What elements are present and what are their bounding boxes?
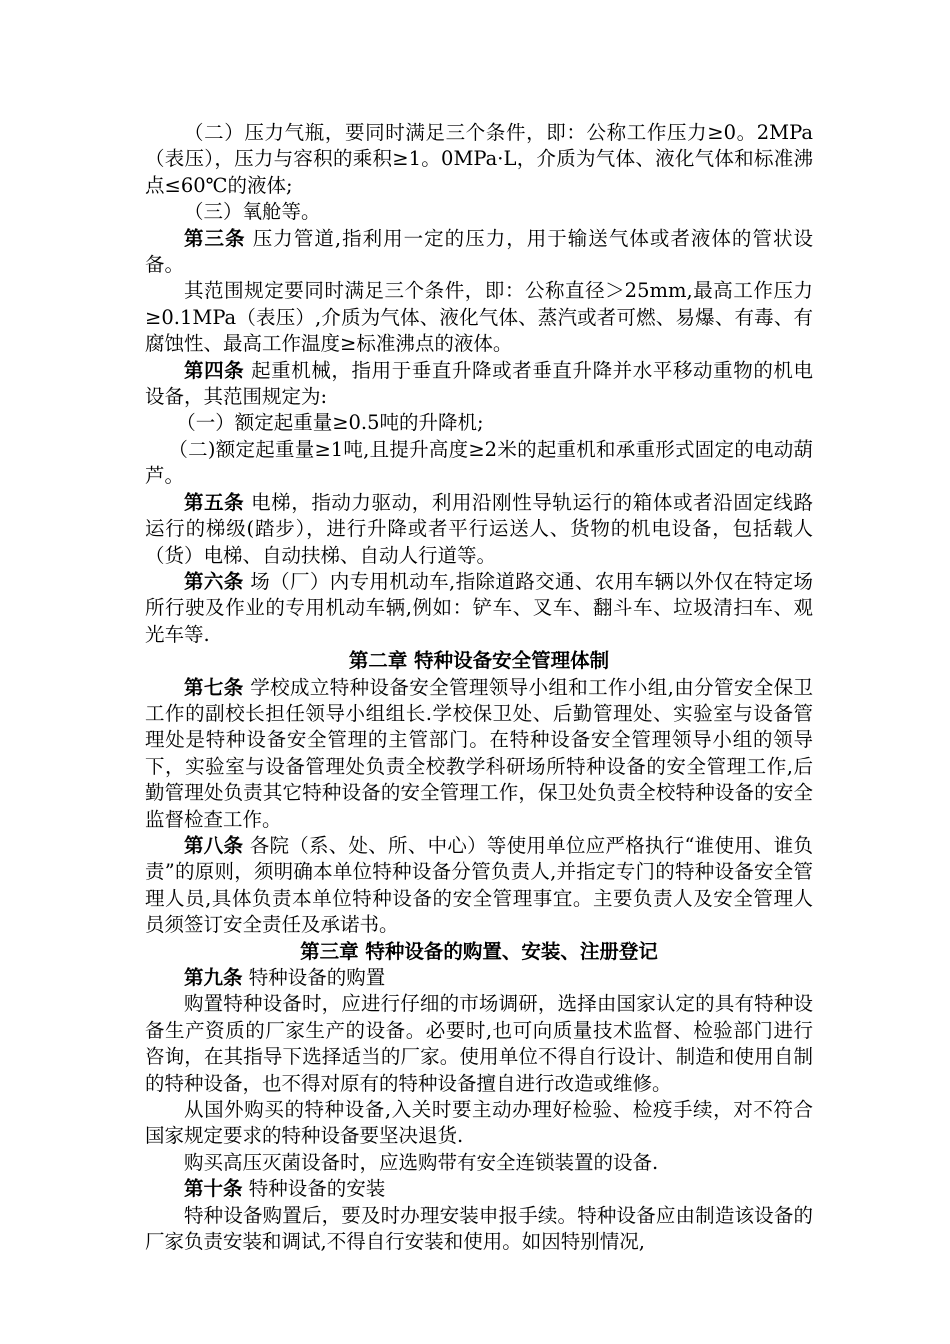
- article-9-text: 特种设备的购置: [242, 966, 386, 989]
- chapter-2-heading: 第二章 特种设备安全管理体制: [348, 649, 610, 673]
- article-10-text: 特种设备的安装: [242, 1177, 386, 1201]
- article-8: [145, 833, 813, 939]
- paragraph-lifting-1: （一）额定起重量≥0.5吨的升降机;: [176, 411, 484, 435]
- article-6: [145, 569, 813, 648]
- article-3-text: 压力管道,指利用一定的压力，用于输送气体或者液体的管状设备。: [145, 226, 813, 277]
- article-9: [145, 965, 813, 991]
- article-5-label: 第五条: [184, 490, 245, 514]
- paragraph-pressure-cylinder: （二）压力气瓶，要同时满足三个条件，即：公称工作压力≥0。2MPa（表压），压力与容积的乘积≥1。0MPa·L，介质为气体、液化气体和标准沸点≤60℃的液体;: [145, 121, 813, 197]
- paragraph-oxygen-chamber: （三）氧舱等。: [184, 200, 321, 224]
- document-page: [145, 120, 813, 1255]
- article-8-label: 第八条: [184, 833, 244, 857]
- article-5-text: 电梯，指动力驱动，利用沿刚性导轨运行的箱体或者沿固定线路运行的梯级(踏步），进行升降或者平行运送人、货物的机电设备，包括载人（货）电梯、自动扶梯、自动人行道等。: [145, 490, 813, 567]
- article-7: [145, 675, 813, 833]
- article-10: [145, 1176, 813, 1202]
- paragraph-purchase: 购置特种设备时，应进行仔细的市场调研，选择由国家认定的具有特种设备生产资质的厂家生产的设备。必要时,也可向质量技术监督、检验部门进行咨询，在其指导下选择适当的厂家。使用单位不得自行设计、制造和使用自制的特种设备，也不得对原有的特种设备擅自进行改造或维修。: [145, 992, 813, 1095]
- article-6-label: 第六条: [184, 569, 244, 593]
- article-8-text: 各院（系、处、所、中心）等使用单位应严格执行“谁使用、谁负责”的原则，须明确本单位特种设备分管负责人,并指定专门的特种设备安全管理人员,具体负责本单位特种设备的安全管理事宜。主要负责人及安全管理人员须签订安全责任及承诺书。: [145, 833, 813, 937]
- article-7-label: 第七条: [184, 675, 244, 699]
- paragraph-pipeline-scope: 其范围规定要同时满足三个条件，即：公称直径＞25mm,最高工作压力≥0.1MPa（表压）,介质为气体、液化气体、蒸汽或者可燃、易爆、有毒、有腐蚀性、最高工作温度≥标准沸点的液体。: [145, 279, 813, 356]
- article-4-label: 第四条: [184, 358, 245, 382]
- article-10-label: 第十条: [184, 1177, 243, 1201]
- article-3-label: 第三条: [184, 226, 246, 250]
- paragraph-installation: 特种设备购置后，要及时办理安装申报手续。特种设备应由制造该设备的厂家负责安装和调试,不得自行安装和使用。如因特别情况,: [145, 1203, 813, 1254]
- article-5: [145, 490, 813, 569]
- article-6-text: 场（厂）内专用机动车,指除道路交通、农用车辆以外仅在特定场所行驶及作业的专用机动车辆,例如：铲车、叉车、翻斗车、垃圾清扫车、观光车等.: [145, 569, 813, 646]
- article-7-text: 学校成立特种设备安全管理领导小组和工作小组,由分管安全保卫工作的副校长担任领导小组组长.学校保卫处、后勤管理处、实验室与设备管理处是特种设备安全管理的主管部门。在特种设备安全管理领导小组的领导下，实验室与设备管理处负责全校教学科研场所特种设备的安全管理工作,后勤管理处负责其它特种设备的安全管理工作，保卫处负责全校特种设备的安全监督检查工作。: [145, 675, 813, 831]
- chapter-3-heading: 第三章 特种设备的购置、安装、注册登记: [300, 939, 658, 963]
- paragraph-autoclave: 购买高压灭菌设备时，应选购带有安全连锁装置的设备.: [184, 1150, 659, 1174]
- article-4-text: 起重机械，指用于垂直升降或者垂直升降并水平移动重物的机电设备，其范围规定为:: [145, 358, 813, 409]
- paragraph-import: 从国外购买的特种设备,入关时要主动办理好检验、检疫手续，对不符合国家规定要求的特种设备要坚决退货.: [145, 1098, 813, 1148]
- article-3: [145, 226, 813, 279]
- article-4: [145, 358, 813, 411]
- paragraph-lifting-2: （二)额定起重量≥1吨,且提升高度≥2米的起重机和承重形式固定的电动葫芦。: [145, 437, 813, 488]
- article-9-label: 第九条: [184, 966, 243, 989]
